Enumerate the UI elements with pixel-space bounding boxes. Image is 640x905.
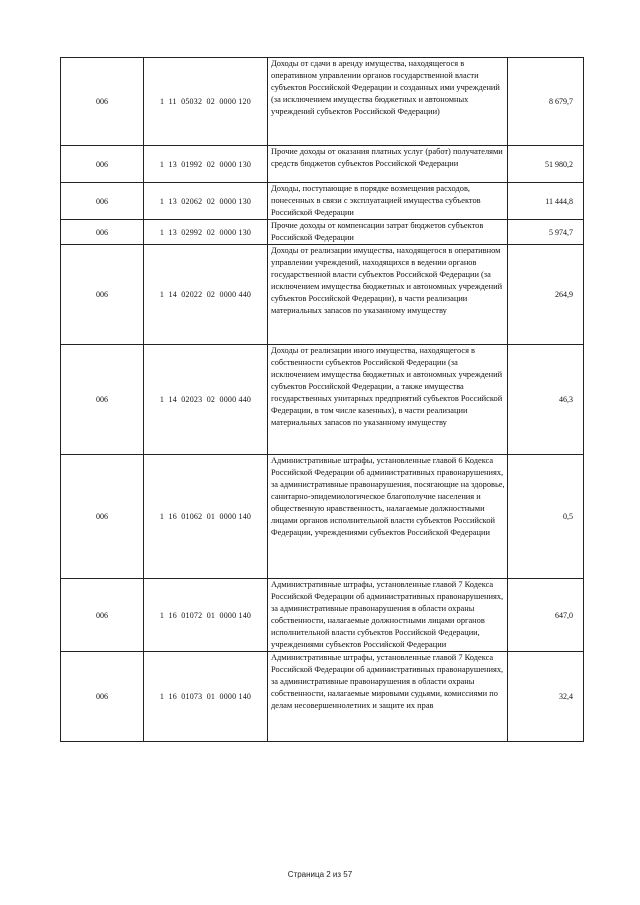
kbk-code-cell: 1 13 02992 02 0000 130 (144, 220, 268, 245)
kbk-code-cell: 1 14 02022 02 0000 440 (144, 245, 268, 345)
table-row (61, 58, 584, 146)
table-row (61, 245, 584, 345)
kbk-code-cell: 1 13 01992 02 0000 130 (144, 146, 268, 183)
kbk-code-cell: 1 14 02023 02 0000 440 (144, 345, 268, 455)
description-cell: Административные штрафы, установленные главой 7 Кодекса Российской Федерации об административных правонарушениях, за административные правонарушения в области охраны собственности, налагаемые мировыми судьями, комиссиями по делам несовершеннолетних и защите их прав (268, 652, 508, 742)
description-cell: Прочие доходы от оказания платных услуг (работ) получателями средств бюджетов субъектов Российской Федерации (268, 146, 508, 183)
revenue-table-body (61, 58, 584, 742)
admin-code-cell: 006 (61, 220, 144, 245)
amount-cell: 0,5 (508, 455, 584, 579)
description-cell: Доходы от сдачи в аренду имущества, находящегося в оперативном управлении органов государственной власти субъектов Российской Федерации и созданных ими учреждений (за исключением имущества бюджетных и автономных учреждений субъектов Российской Федерации) (268, 58, 508, 146)
amount-cell: 32,4 (508, 652, 584, 742)
admin-code-cell: 006 (61, 652, 144, 742)
amount-cell: 51 980,2 (508, 146, 584, 183)
description-cell: Прочие доходы от компенсации затрат бюджетов субъектов Российской Федерации (268, 220, 508, 245)
kbk-code-cell: 1 16 01062 01 0000 140 (144, 455, 268, 579)
admin-code-cell: 006 (61, 579, 144, 652)
admin-code-cell: 006 (61, 455, 144, 579)
table-row (61, 183, 584, 220)
amount-cell: 647,0 (508, 579, 584, 652)
kbk-code-cell: 1 13 02062 02 0000 130 (144, 183, 268, 220)
amount-cell: 264,9 (508, 245, 584, 345)
description-cell: Доходы, поступающие в порядке возмещения расходов, понесенных в связи с эксплуатацией имущества субъектов Российской Федерации (268, 183, 508, 220)
table-row (61, 146, 584, 183)
table-row (61, 455, 584, 579)
kbk-code-cell: 1 16 01073 01 0000 140 (144, 652, 268, 742)
kbk-code-cell: 1 11 05032 02 0000 120 (144, 58, 268, 146)
admin-code-cell: 006 (61, 58, 144, 146)
kbk-code-cell: 1 16 01072 01 0000 140 (144, 579, 268, 652)
admin-code-cell: 006 (61, 245, 144, 345)
page-number: Страница 2 из 57 (287, 870, 353, 879)
table-row (61, 345, 584, 455)
amount-cell: 46,3 (508, 345, 584, 455)
description-cell: Доходы от реализации иного имущества, находящегося в собственности субъектов Российской Федерации (за исключением имущества бюджетных и автономных учреждений субъектов Российской Федерации, а также имущества государственных унитарных предприятий субъектов Российской Федерации, в том числе казенных), в части реализации материальных запасов по указанному имуществу (268, 345, 508, 455)
table-row (61, 579, 584, 652)
revenue-table (60, 57, 584, 742)
description-cell: Административные штрафы, установленные главой 6 Кодекса Российской Федерации об административных правонарушениях, за административные правонарушения, посягающие на здоровье, санитарно-эпидемиологическое благополучие населения и общественную нравственность, налагаемые должностными лицами органов исполнительной власти субъектов Российской Федерации, учреждениями субъектов Российской Федерации (268, 455, 508, 579)
admin-code-cell: 006 (61, 345, 144, 455)
table-row (61, 220, 584, 245)
admin-code-cell: 006 (61, 146, 144, 183)
amount-cell: 11 444,8 (508, 183, 584, 220)
amount-cell: 8 679,7 (508, 58, 584, 146)
description-cell: Доходы от реализации имущества, находящегося в оперативном управлении учреждений, находящихся в ведении органов государственной власти субъектов Российской Федерации (за исключением имущества бюджетных и автономных учреждений субъектов Российской Федерации), в части реализации материальных запасов по указанному имуществу (268, 245, 508, 345)
description-cell: Административные штрафы, установленные главой 7 Кодекса Российской Федерации об административных правонарушениях, за административные правонарушения в области охраны собственности, налагаемые должностными лицами органов исполнительной власти субъектов Российской Федерации, учреждениями субъектов Российской Федерации (268, 579, 508, 652)
table-row (61, 652, 584, 742)
admin-code-cell: 006 (61, 183, 144, 220)
amount-cell: 5 974,7 (508, 220, 584, 245)
